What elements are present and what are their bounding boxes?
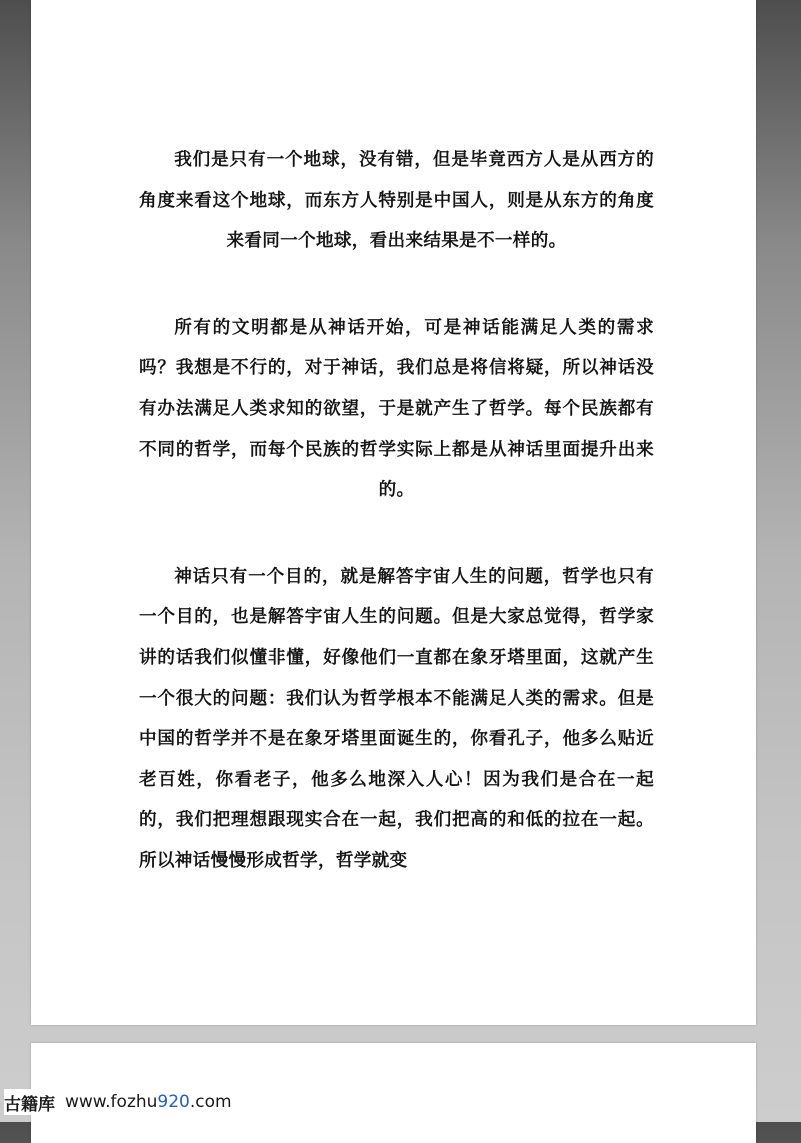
paragraph-1: 我们是只有一个地球，没有错，但是毕竟西方人是从西方的角度来看这个地球，而东方人特别是中国人，则是从东方的角度来看同一个地球，看出来结果是不一样的。	[139, 149, 654, 252]
paragraph-2: 所有的文明都是从神话开始，可是神话能满足人类的需求吗？我想是不行的，对于神话，我们总是将信将疑，所以神话没有办法满足人类求知的欲望，于是就产生了哲学。每个民族都有不同的哲学，而每个民族的哲学实际上都是从神话里面提升出来的。	[139, 316, 654, 501]
watermark-domain-number: 920	[157, 1092, 190, 1112]
watermark-domain	[65, 1092, 232, 1112]
watermark-site-name: 古籍库	[4, 1094, 55, 1115]
watermark-domain-prefix: www.fozhu	[65, 1092, 158, 1112]
document-page	[31, 0, 756, 1025]
watermark-domain-suffix: .com	[189, 1092, 232, 1112]
paragraph-3: 神话只有一个目的，就是解答宇宙人生的问题，哲学也只有一个目的，也是解答宇宙人生的问题。但是大家总觉得，哲学家讲的话我们似懂非懂，好像他们一直都在象牙塔里面，这就产生一个很大的问题：我们认为哲学根本不能满足人类的需求。但是中国的哲学并不是在象牙塔里面诞生的，你看孔子，他多么贴近老百姓，你看老子，他多么地深入人心！因为我们是合在一起的，我们把理想跟现实合在一起，我们把高的和低的拉在一起。所以神话慢慢形成哲学，哲学就变	[139, 565, 654, 871]
page-content	[139, 140, 654, 928]
site-watermark	[4, 1089, 234, 1115]
